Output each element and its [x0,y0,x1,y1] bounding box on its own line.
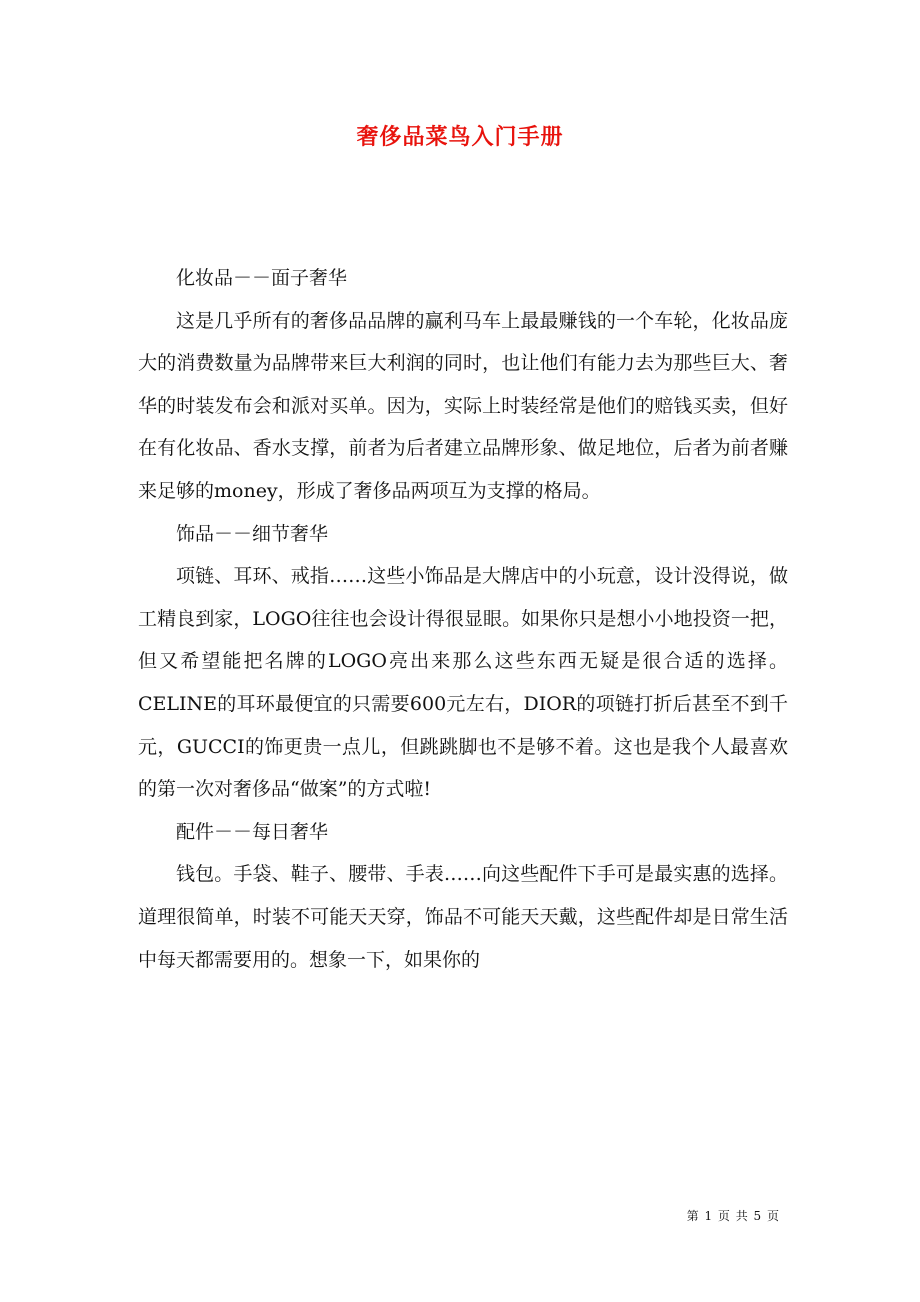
section-heading-accessories: 配件－－每日奢华 [176,820,329,843]
paragraph-accessories: 钱包。手袋、鞋子、腰带、手表……向这些配件下手可是最实惠的选择。道理很简单，时装不可能天天穿，饰品不可能天天戴，这些配件却是日常生活中每天都需要用的。想象一下，如果你的 [138,863,788,971]
section-heading-jewelry: 饰品－－细节奢华 [176,522,329,545]
document-body [138,257,788,981]
page-number: 第 1 页 共 5 页 [686,1209,780,1223]
paragraph-cosmetics: 这是几乎所有的奢侈品品牌的赢利马车上最最赚钱的一个车轮，化妆品庞大的消费数量为品牌带来巨大利润的同时，也让他们有能力去为那些巨大、奢华的时装发布会和派对买单。因为，实际上时装经常是他们的赔钱买卖，但好在有化妆品、香水支撑，前者为后者建立品牌形象、做足地位，后者为前者赚来足够的money，形成了奢侈品两项互为支撑的格局。 [138,309,788,502]
document-title: 奢侈品菜鸟入门手册 [356,124,564,150]
section-heading-cosmetics: 化妆品－－面子奢华 [176,267,348,289]
paragraph-jewelry: 项链、耳环、戒指……这些小饰品是大牌店中的小玩意，设计没得说，做工精良到家，LOGO往往也会设计得很显眼。如果你只是想小小地投资一把，但又希望能把名牌的LOGO亮出来那么这些东西无疑是很合适的选择。CELINE的耳环最便宜的只需要600元左右，DIOR的项链打折后甚至不到千元，GUCCI的饰更贵一点儿，但跳跳脚也不是够不着。这也是我个人最喜欢的第一次对奢侈品“做案”的方式啦! [138,565,788,801]
